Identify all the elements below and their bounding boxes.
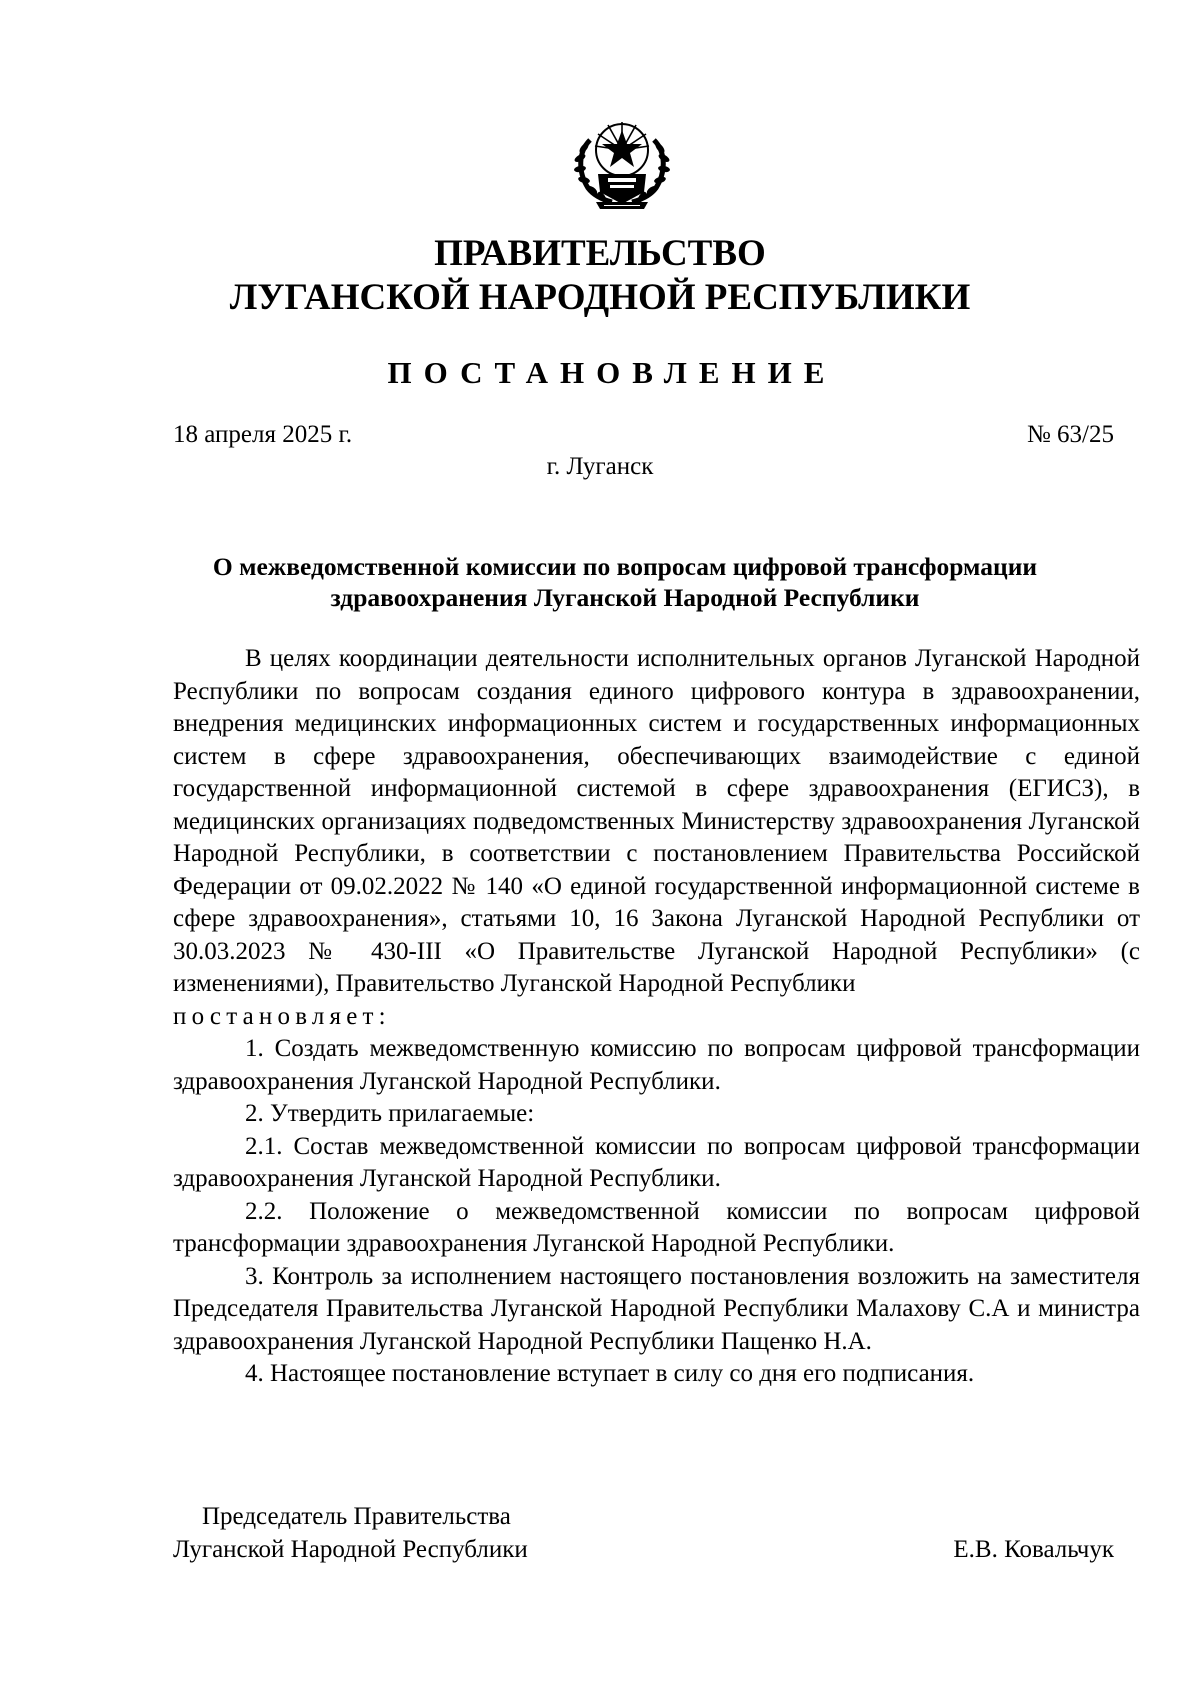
document-title: О межведомственной комиссии по вопросам цифровой трансформации здравоохранения Луганской Народной Республики <box>212 552 1038 612</box>
list-item: 2. Утвердить прилагаемые: <box>245 1100 535 1127</box>
list-item: 3. Контроль за исполнением настоящего постановления возложить на заместителя Председателя Правительства Луганской Народной Республики Малахову С.А и министра здравоохранения Луганской Народной Республики Пащенко Н.А. <box>173 1262 1140 1355</box>
list-item: 2.2. Положение о межведомственной комиссии по вопросам цифровой трансформации здравоохранения Луганской Народной Республики. <box>173 1197 1140 1257</box>
document-number: № 63/25 <box>1026 421 1114 448</box>
document-type: ПОСТАНОВЛЕНИЕ <box>387 355 837 390</box>
signatory-title-line1: Председатель Правительства <box>202 1503 511 1530</box>
list-item: 1. Создать межведомственную комиссию по вопросам цифровой трансформации здравоохранения Луганской Народной Республики. <box>173 1035 1140 1095</box>
signatory-title-line2: Луганской Народной Республики <box>173 1536 528 1563</box>
document-date: 18 апреля 2025 г. <box>173 421 353 448</box>
list-item: 2.1. Состав межведомственной комиссии по вопросам цифровой трансформации здравоохранения Луганской Народной Республики. <box>173 1132 1140 1192</box>
document-body <box>173 643 1140 1391</box>
document-city: г. Луганск <box>546 453 654 480</box>
list-item: 4. Настоящее постановление вступает в силу со дня его подписания. <box>245 1360 975 1387</box>
lpr-coat-of-arms-icon <box>560 112 684 212</box>
signatory-name: Е.В. Ковальчук <box>953 1536 1114 1563</box>
government-name-line1: ПРАВИТЕЛЬСТВО <box>434 233 766 274</box>
preamble-paragraph: В целях координации деятельности исполнительных органов Луганской Народной Республики по вопросам создания единого цифрового контура в здравоохранении, внедрения медицинских информационных систем и государственных информационных систем в сфере здравоохранения, обеспечивающих взаимодействие с единой государственной информационной системой в сфере здравоохранения (ЕГИСЗ), в медицинских организациях подведомственных Министерству здравоохранения Луганской Народной Республики, в соответствии с постановлением Правительства Российской Федерации от 09.02.2022 № 140 «О единой государственной информационной системе в сфере здравоохранения», статьями 10, 16 Закона Луганской Народной Республики от 30.03.2023 № 430-III «О Правительстве Луганской Народной Республики» (с изменениями), Правительство Луганской Народной Республики <box>173 645 1140 997</box>
government-name-line2: ЛУГАНСКОЙ НАРОДНОЙ РЕСПУБЛИКИ <box>229 277 971 318</box>
resolves-line: постановляет: <box>173 1002 391 1030</box>
